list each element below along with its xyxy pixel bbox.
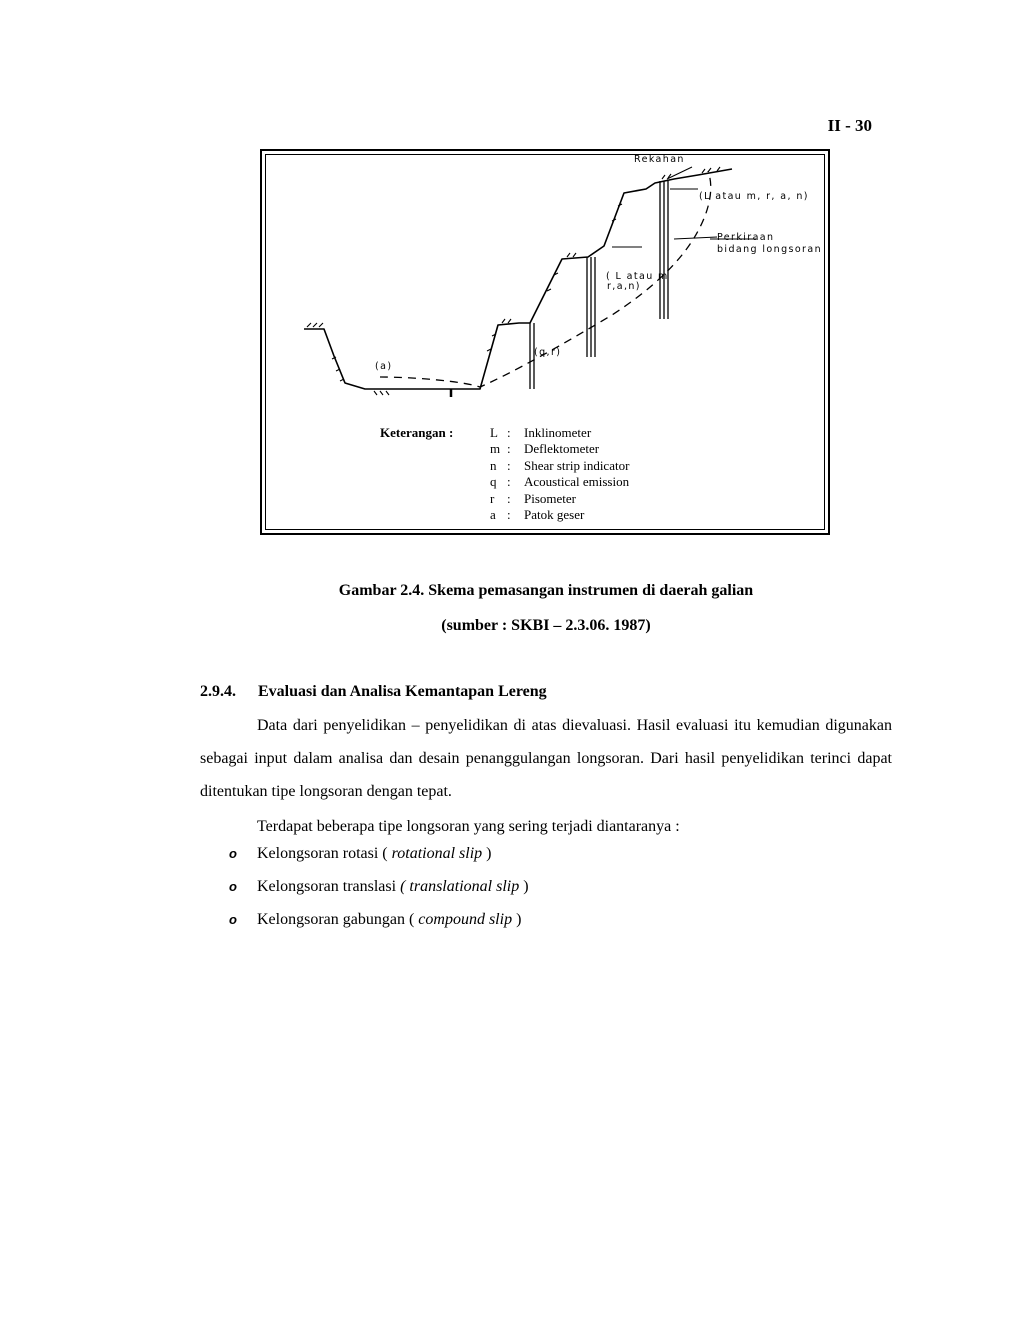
legend-code: a (490, 507, 496, 522)
figure-frame (260, 149, 830, 535)
paragraph-evaluation (200, 709, 892, 808)
legend-title: Keterangan : (380, 425, 454, 440)
paragraph-text: Terdapat beberapa tipe longsoran yang sering terjadi diantaranya : (257, 818, 680, 835)
bullet-italic: compound slip (418, 911, 513, 928)
label-l-atau-mran: (L atau m, r, a, n) (699, 191, 809, 202)
bullet-text-end: ) (512, 911, 522, 928)
legend-sep: : (507, 491, 511, 506)
legend-desc: Patok geser (524, 507, 585, 522)
paragraph-intro-types (200, 810, 892, 843)
legend-code: q (490, 474, 497, 489)
section-heading (200, 683, 547, 701)
bullet-text-end: ) (482, 845, 492, 862)
paragraph-text: Data dari penyelidikan – penyelidikan di atas dievaluasi. Hasil evaluasi itu kemudian digunakan sebagai input dalam analisa dan desain penanggulangan longsoran. Dari hasil penyelidikan terinci dapat ditentukan tipe longsoran dengan tepat. (200, 717, 892, 800)
legend-desc: Deflektometer (524, 441, 600, 456)
label-bidang-longsoran: bidang longsoran (717, 244, 823, 255)
label-perkiraan: Perkiraan (717, 232, 775, 243)
legend-sep: : (507, 507, 511, 522)
list-item (229, 911, 521, 929)
legend-sep: : (507, 425, 511, 440)
label-l-atau-m: ( L atau m (606, 271, 669, 282)
bullet-italic: ( translational slip (400, 878, 520, 895)
bullet-marker: o (229, 912, 237, 927)
legend-code: n (490, 458, 497, 473)
legend-desc: Pisometer (524, 491, 576, 506)
legend-desc: Inklinometer (524, 425, 592, 440)
bullet-text: Kelongsoran rotasi ( (257, 845, 392, 862)
label-ran: r,a,n) (607, 281, 641, 292)
legend-sep: : (507, 441, 511, 456)
legend-code: m (490, 441, 501, 456)
section-title: Evaluasi dan Analisa Kemantapan Lereng (258, 683, 547, 700)
legend-desc: Acoustical emission (524, 474, 630, 489)
label-qr: (q,r) (534, 347, 562, 358)
bullet-marker: o (229, 879, 237, 894)
bullet-marker: o (229, 846, 237, 861)
excavation-diagram (262, 151, 828, 533)
bullet-italic: rotational slip (391, 845, 483, 862)
legend-code: r (490, 491, 495, 506)
section-number: 2.9.4. (200, 683, 236, 700)
bullet-text: Kelongsoran gabungan ( (257, 911, 419, 928)
list-item (229, 878, 529, 896)
page-number: II - 30 (827, 116, 872, 135)
label-rekahan: Rekahan (634, 154, 685, 165)
figure-caption-source: (sumber : SKBI – 2.3.06. 1987) (441, 617, 651, 634)
list-item (229, 845, 492, 863)
bullet-text-end: ) (519, 878, 529, 895)
legend-code: L (490, 425, 498, 440)
legend-sep: : (507, 474, 511, 489)
label-a: (a) (375, 361, 393, 372)
legend-desc: Shear strip indicator (524, 458, 630, 473)
legend-sep: : (507, 458, 511, 473)
figure-caption-title: Gambar 2.4. Skema pemasangan instrumen di daerah galian (338, 582, 754, 599)
bullet-text: Kelongsoran translasi (257, 878, 401, 895)
legend (380, 425, 630, 522)
